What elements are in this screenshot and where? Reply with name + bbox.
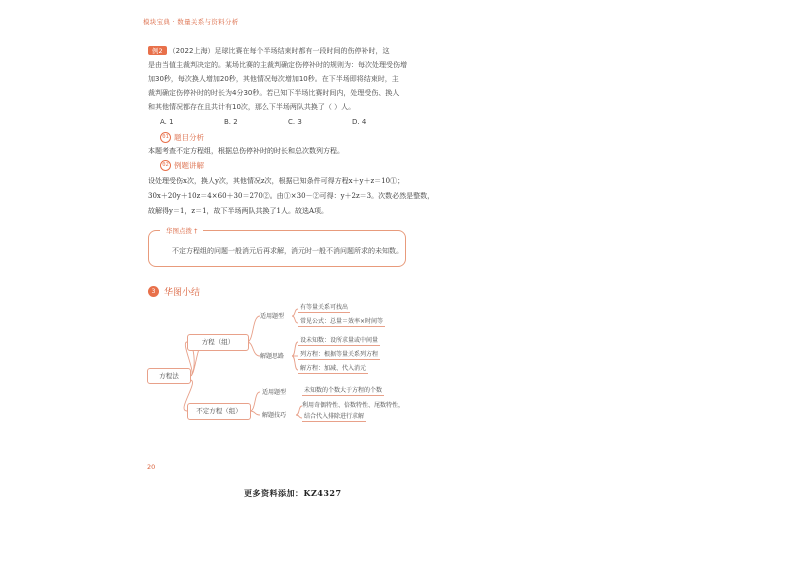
mindmap-leaf: 列方程：根据等量关系列方程 (300, 351, 379, 358)
option-b: B. 2 (224, 118, 238, 126)
mindmap-group-applicable-2: 适用题型 (262, 389, 287, 396)
question-text-1: （2022上海）足球比赛在每个半场结束时都有一段时间的伤停补时，这 (168, 47, 390, 55)
mindmap-group-applicable: 适用题型 (260, 313, 285, 320)
footer-text: 更多资料添加：KZ4327 (244, 488, 342, 498)
tip-label-text: 华图点拨 (166, 227, 192, 235)
solution-line-3: 故解得y＝1，z＝1，故下半场两队共换了1人。故选A项。 (148, 207, 329, 215)
solution-line-1: 设处理受伤x次，换人y次，其他情况z次，根据已知条件可得方程x＋y＋z＝10①； (148, 177, 405, 185)
analysis-icon: 01 (160, 132, 171, 143)
analysis-text: 本题考查不定方程组，根据总伤停补时的时长和总次数列方程。 (148, 147, 344, 155)
question-line-2: 是由当值主裁判决定的。某场比赛的主裁判确定伤停补时的规则为：每次处理受伤增 (148, 61, 407, 69)
mindmap-leaf: 结合代入排除进行求解 (304, 413, 365, 420)
option-d: D. 4 (352, 118, 367, 126)
mindmap-group-technique: 解题技巧 (262, 412, 287, 419)
mindmap-leaf: 常见公式：总量＝效率×时间等 (300, 318, 384, 325)
analysis-title: 题目分析 (174, 133, 204, 142)
question-line-5: 和其他情况都存在且共计有10次，那么下半场两队共换了（ ）人。 (148, 103, 356, 111)
option-c: C. 3 (288, 118, 302, 126)
solution-line-2: 30x＋20y＋10z＝4×60＋30＝270②。由①×30－②可得：y＋2z＝3。次数必然是整数， (148, 192, 435, 200)
page-number: 20 (147, 463, 156, 471)
mindmap-leaf: 解方程：加减、代入消元 (300, 365, 367, 372)
option-a: A. 1 (160, 118, 174, 126)
tip-text: 不定方程组的问题一般消元后再求解，消元时一般不消问题所求的未知数。 (172, 247, 403, 255)
summary-icon: 3 (148, 286, 159, 297)
running-header: 模块宝典 · 数量关系与资料分析 (143, 18, 239, 26)
mindmap-root: 方程法 (147, 368, 191, 384)
mindmap-branch-indefinite: 不定方程（组） (187, 403, 251, 420)
question-line-3: 加30秒，每次换人增加20秒，其他情况每次增加10秒。在下半场即将结束时，主 (148, 75, 399, 83)
mindmap-branch-equation: 方程（组） (187, 334, 249, 351)
pin-icon: † (194, 227, 198, 235)
summary-title: 华图小结 (164, 288, 201, 298)
mindmap-leaf: 设未知数：设所求量或中间量 (300, 337, 379, 344)
mindmap-group-approach: 解题思路 (260, 353, 285, 360)
solution-title: 例题讲解 (174, 161, 204, 170)
mindmap-leaf: 未知数的个数大于方程的个数 (304, 387, 383, 394)
question-line-4: 裁判确定伤停补时的时长为4分30秒。若已知下半场比赛时间内，处理受伤、换人 (148, 89, 400, 97)
mindmap-leaf: 有等量关系可找出 (300, 304, 349, 311)
mindmap-leaf: 利用奇偶特性、倍数特性、尾数特性， (302, 402, 405, 409)
solution-icon: 02 (160, 160, 171, 171)
question-tag: 例2 (148, 46, 167, 55)
